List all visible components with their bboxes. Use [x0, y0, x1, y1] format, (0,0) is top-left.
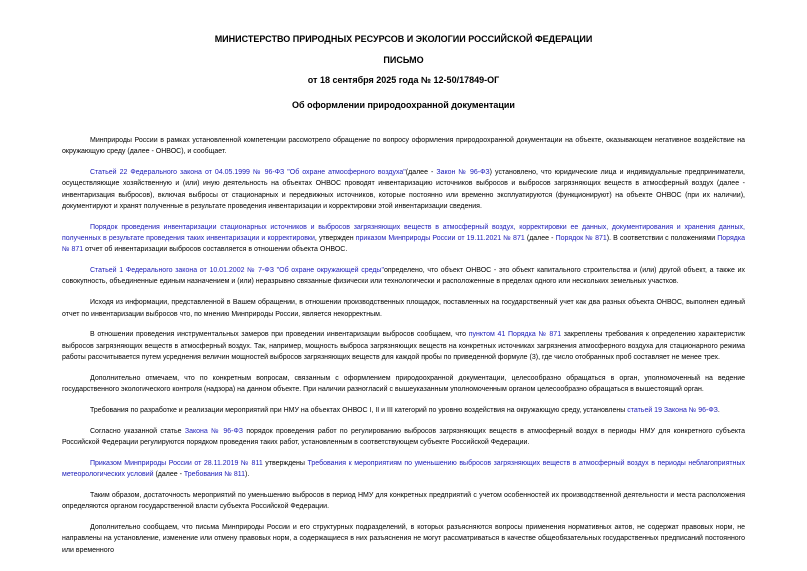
text: Согласно указанной статье [90, 427, 185, 435]
text: (далее - [405, 169, 437, 177]
text: Дополнительно отмечаем, что по конкретным вопросам, связанным с оформлением природоохранной документации, целесообразно обращаться в орган, уполномоченный на ведение государственного экологического контроля (надзора) на данном объекте. При наличии разногласий с вышеуказанным уполномоченным органом целесообразно обращаться в вышестоящий орган. [62, 374, 745, 394]
link-point-41[interactable]: пунктом 41 Порядка № 871 [468, 331, 562, 339]
ministry-heading: МИНИСТЕРСТВО ПРИРОДНЫХ РЕСУРСОВ И ЭКОЛОГИИ РОССИЙСКОЙ ФЕДЕРАЦИИ [214, 34, 593, 44]
text: определено, что объект ОНВОС - это объект капитального строительства и (или) другой объект, а также их совокупность, объединенные единым назначением и (или) неразрывно связанные физически или технологически и расположенные в пределах одного или нескольких земельных участков. [62, 267, 745, 286]
text: . [717, 406, 720, 414]
text: (далее - [524, 235, 556, 243]
link-procedure-871[interactable]: Порядок № 871 [555, 235, 607, 243]
link-article-19-law-96[interactable]: статьей 19 Закона № 96-ФЗ [627, 406, 718, 414]
link-order-811[interactable]: Приказом Минприроды России от 28.11.2019 № 811 [90, 459, 263, 467]
text: порядок проведения работ по регулированию выбросов загрязняющих веществ в атмосферный воздух в периоды НМУ для конкретного субъекта Российской Федерации регулируются порядком проведения таких работ, установленным в соответствующем субъекте Российской Федерации. [62, 427, 746, 446]
text: отчет об инвентаризации выбросов составляется в отношении объекта ОНВОС. [83, 246, 348, 254]
link-article-1-law-7[interactable]: Статьей 1 Федерального закона от 10.01.2002 № 7-ФЗ "Об охране окружающей среды" [90, 267, 384, 275]
text: ). В соответствии с положениями [606, 235, 718, 243]
paragraph-1 [62, 135, 745, 158]
text: ). [245, 471, 250, 479]
link-requirements-811[interactable]: Требования № 811 [183, 471, 246, 479]
link-nmu-requirements[interactable]: Требования к мероприятиям по уменьшению выбросов загрязняющих веществ в атмосферный воздух в периоды неблагоприятных метеорологических условий [62, 459, 745, 479]
link-order-871[interactable]: приказом Минприроды России от 19.11.2021 № 871 [355, 235, 525, 243]
paragraph-11 [62, 490, 745, 513]
text: Требования по разработке и реализации мероприятий при НМУ на объектах ОНВОС I, II и III категорий по уровню воздействия на окружающую среду, установлены [90, 406, 628, 414]
paragraph-7 [62, 373, 745, 396]
document-subject: Об оформлении природоохранной документации [292, 100, 515, 110]
paragraph-6 [62, 329, 745, 363]
text: (далее - [153, 471, 184, 479]
text: утверждены [262, 459, 308, 467]
text: Дополнительно сообщаем, что письма Минприроды России и его структурных подразделений, в которых разъясняются вопросы применения нормативных актов, не содержат правовых норм, не направлены на установление, изменение или отмену правовых норм, а содержащиеся в них разъяснения не могут рассматриваться в качестве общеобязательных государственных предписаний постоянного или временного [62, 523, 745, 554]
link-law-96-2[interactable]: Закона № 96-ФЗ [184, 427, 244, 435]
text: ) установлено, что юридические лица и индивидуальные предприниматели, осуществляющие хозяйственную и (или) иную деятельность на объектах ОНВОС проводят инвентаризацию источников выбросов и выбросов загрязняющих веществ в атмосферный воздух (далее - инвентаризация выбросов), включая выбросы от стационарных и передвижных источников, которые постоянно или временно эксплуатируются (функционируют) на объекте ОНВОС (при их наличии), документируют и хранят полученные в результате проведения инвентаризации и корректировки этой инвентаризации сведения. [62, 169, 745, 210]
document-body [62, 135, 745, 556]
link-inventory-procedure[interactable]: Порядок проведения инвентаризации стационарных источников и выбросов загрязняющих веществ в атмосферный воздух, корректировки ее данных, документирования и хранения данных, полученных в результате проведения таких инвентаризации и корректировки [62, 223, 745, 243]
paragraph-4 [62, 265, 745, 288]
paragraph-12 [62, 522, 745, 556]
link-law-96[interactable]: Закон № 96-ФЗ [436, 169, 490, 177]
text: Исходя из информации, представленной в Вашем обращении, в отношении производственных площадок, поставленных на государственный учет как два разных объекта ОНВОС, выполнен единый отчет по инвентаризации выбросов что, по мнению Минприроды России, является некорректным. [62, 299, 745, 318]
document-type: ПИСЬМО [383, 55, 424, 65]
link-procedure-871-2[interactable]: Порядка № 871 [62, 235, 745, 254]
paragraph-9 [62, 426, 745, 449]
paragraph-5 [62, 297, 745, 320]
text: В отношении проведения инструментальных замеров при проведении инвентаризации выбросов сообщаем, что [90, 331, 469, 339]
text: Минприроды России в рамках установленной компетенции рассмотрело обращение по вопросу оформления природоохранной документации на объекте, оказывающем негативное воздействие на окружающую среду (далее - ОНВОС), и сообщает. [62, 137, 745, 156]
paragraph-2 [62, 167, 745, 212]
paragraph-10 [62, 458, 745, 481]
paragraph-8 [62, 405, 745, 416]
text: Таким образом, достаточность мероприятий по уменьшению выбросов в период НМУ для конкретных предприятий с учетом особенностей их производственной деятельности и места расположения определяются органом государственной власти субъекта Российской Федерации. [62, 491, 745, 511]
text: , утвержден [314, 235, 356, 243]
document-date-number: от 18 сентября 2025 года № 12-50/17849-ОГ [307, 75, 500, 85]
text: закреплены требования к определению характеристик выбросов загрязняющих веществ в атмосферный воздух. Так, например, мощность выброса загрязняющих веществ на конкретных источниках загрязнения атмосферного воздуха для стационарного режима работы рассчитывается путем усреднения величин мощностей выбросов загрязняющих веществ для каждой пробы по приведенной формуле (3), где число отобранных проб составляет не менее трех. [62, 331, 745, 361]
paragraph-3 [62, 222, 745, 256]
link-article-22-law-96[interactable]: Статьей 22 Федерального закона от 04.05.1999 № 96-ФЗ "Об охране атмосферного воздуха" [90, 169, 406, 177]
